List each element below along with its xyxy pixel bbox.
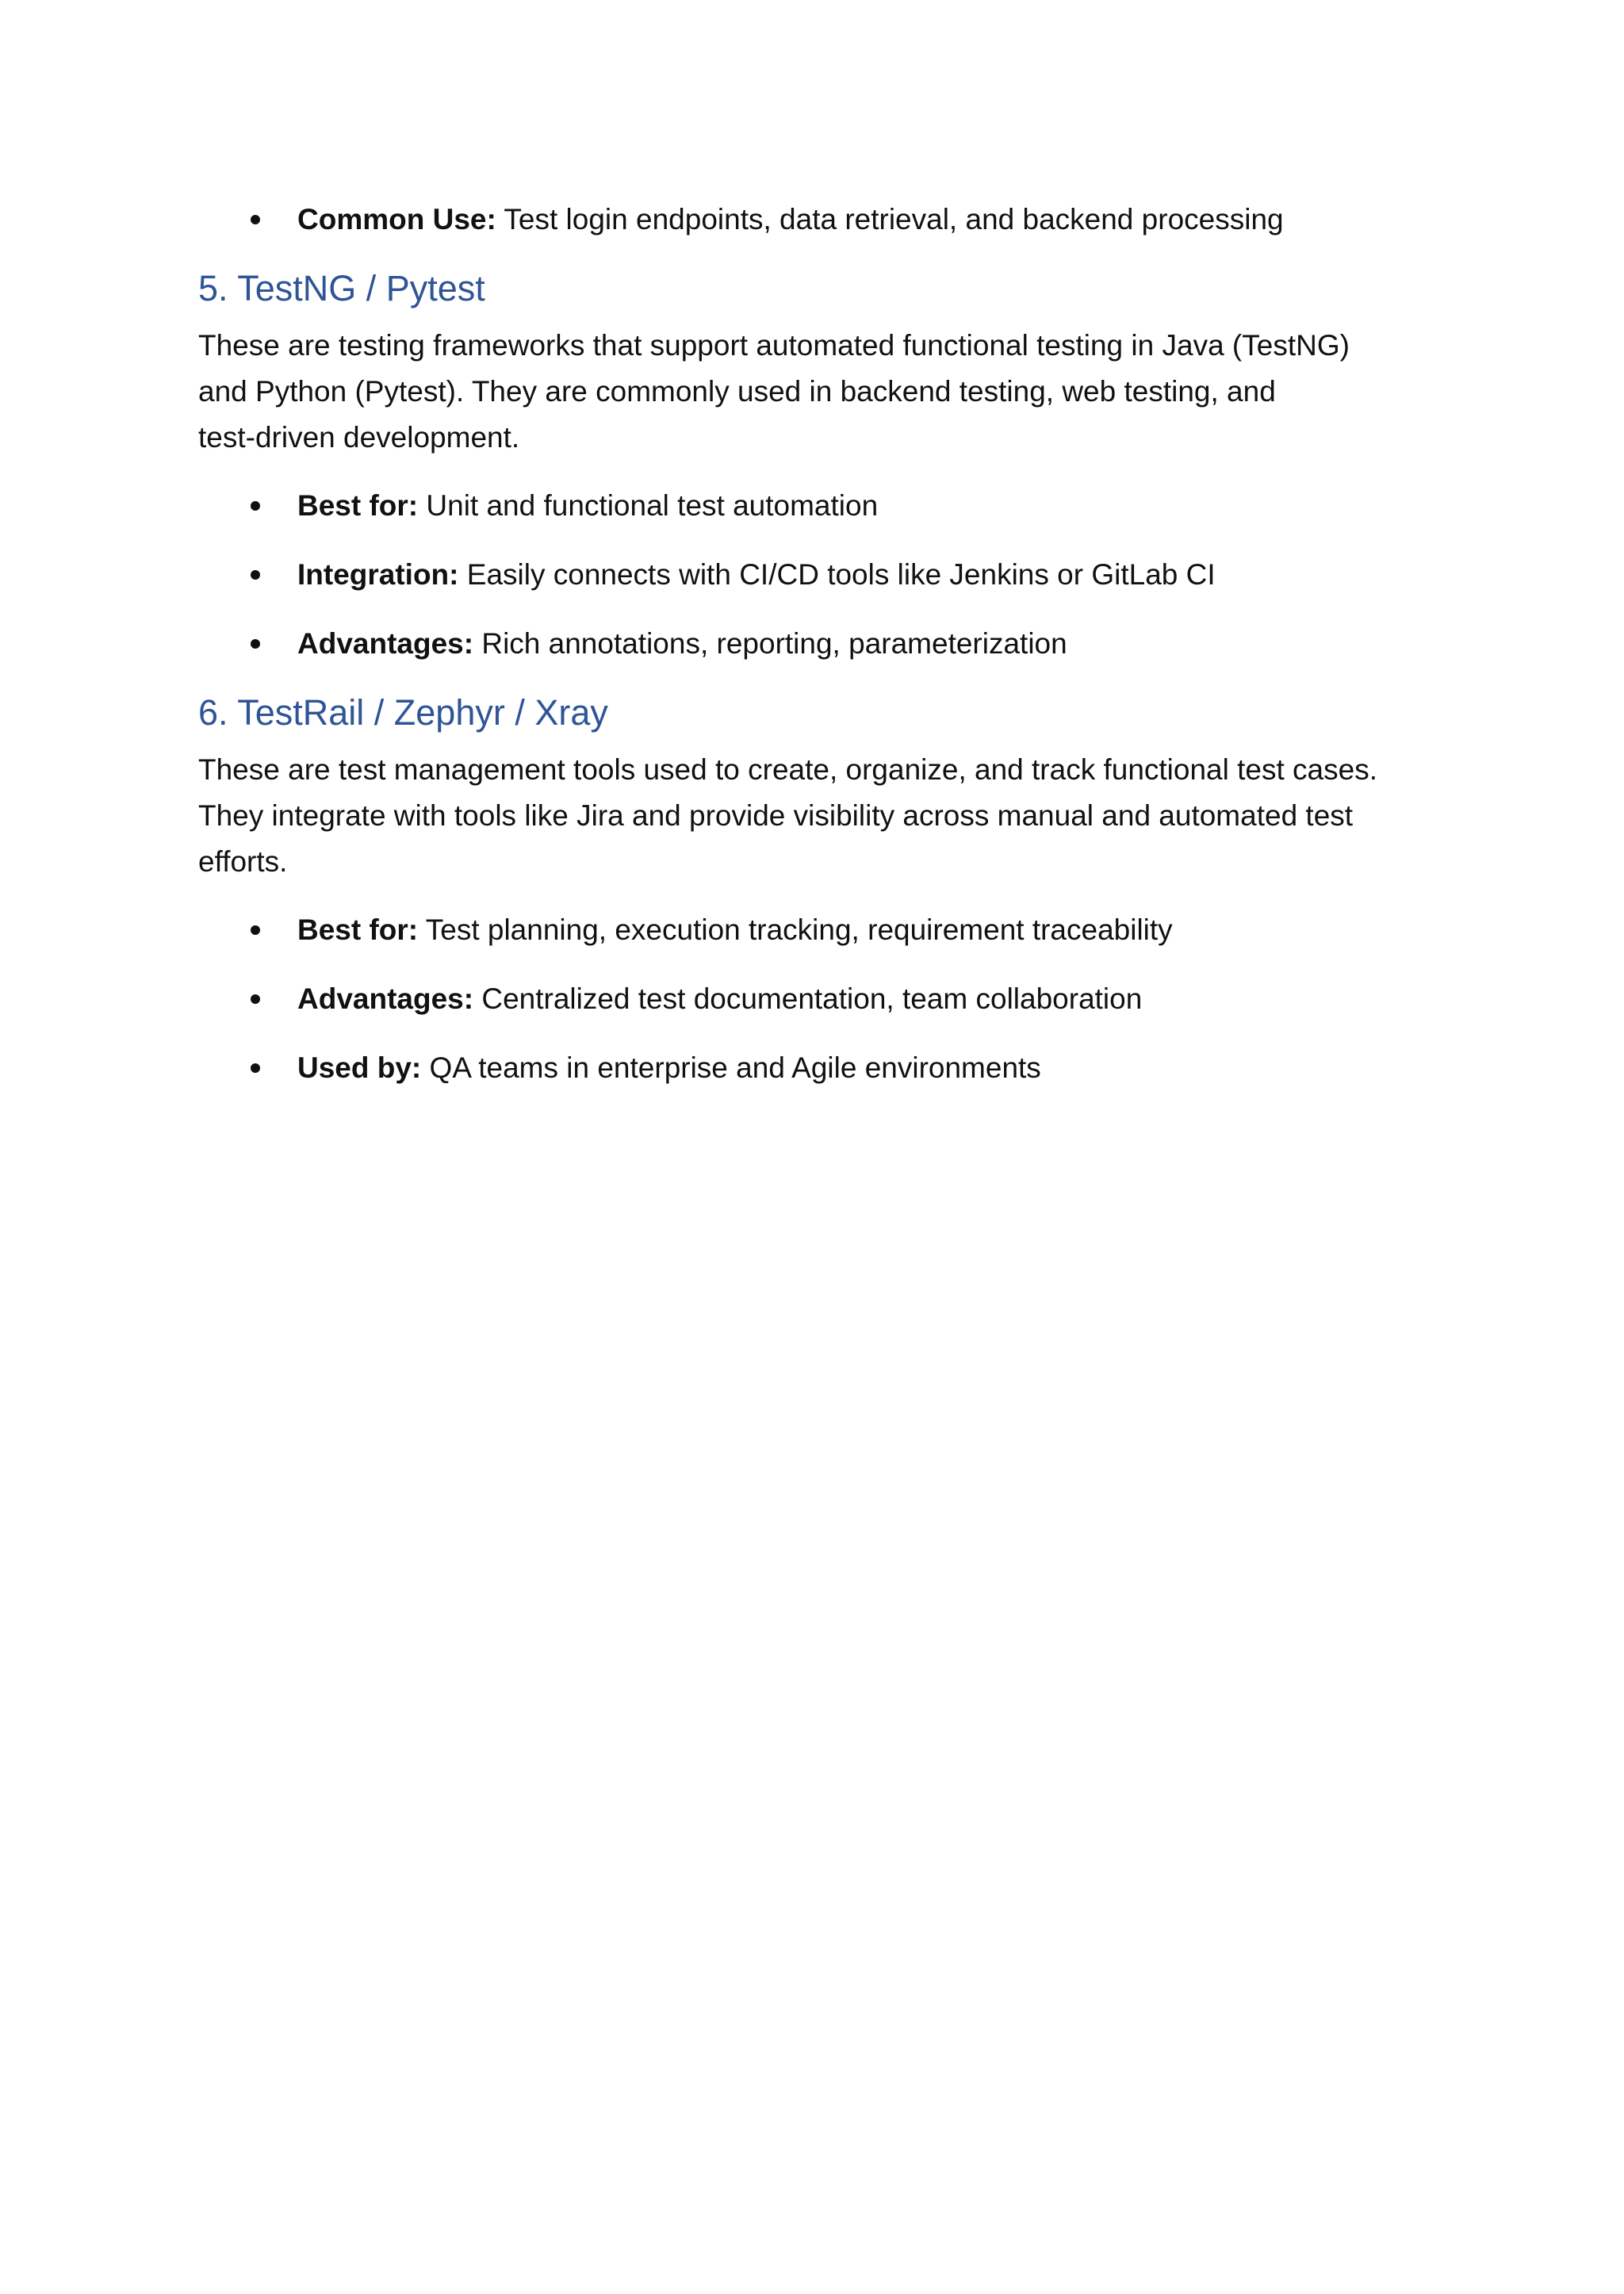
document-content	[198, 197, 1435, 1114]
bullet-icon	[251, 1063, 260, 1073]
bullet-icon	[251, 215, 260, 224]
section-paragraph	[198, 747, 1435, 885]
paragraph-line: They integrate with tools like Jira and provide visibility across manual and automated test	[198, 799, 1354, 832]
paragraph-line: and Python (Pytest). They are commonly used in backend testing, web testing, and	[198, 375, 1276, 408]
list-item	[198, 907, 1435, 953]
list-item	[198, 552, 1435, 598]
list-item	[198, 483, 1435, 529]
paragraph-line: These are testing frameworks that support automated functional testing in Java (TestNG)	[198, 329, 1350, 362]
paragraph-line: These are test management tools used to create, organize, and track functional test cases.	[198, 753, 1377, 786]
bullet-text: Rich annotations, reporting, parameterization	[473, 627, 1067, 660]
list-item	[198, 1045, 1435, 1091]
bullet-label: Used by:	[297, 1051, 422, 1084]
bullet-icon	[251, 570, 260, 580]
bullet-text: Test planning, execution tracking, requirement traceability	[418, 913, 1173, 946]
bullet-text: Unit and functional test automation	[418, 489, 879, 522]
paragraph-line: efforts.	[198, 845, 288, 878]
list-item	[198, 976, 1435, 1022]
paragraph-line: test-driven development.	[198, 421, 520, 454]
section-heading-testrail-zephyr-xray: 6. TestRail / Zephyr / Xray	[198, 692, 608, 733]
bullet-label: Best for:	[297, 489, 419, 522]
bullet-text: Centralized test documentation, team collaboration	[473, 982, 1143, 1015]
section-heading-testng-pytest: 5. TestNG / Pytest	[198, 268, 485, 308]
section-paragraph	[198, 323, 1435, 461]
list-item	[198, 621, 1435, 667]
bullet-text: Test login endpoints, data retrieval, and backend processing	[496, 203, 1284, 236]
bullet-text: QA teams in enterprise and Agile environments	[421, 1051, 1041, 1084]
bullet-label: Integration:	[297, 558, 459, 591]
bullet-label: Advantages:	[297, 982, 474, 1015]
bullet-icon	[251, 501, 260, 511]
common-use-list	[198, 197, 1435, 243]
bullet-label: Common Use:	[297, 203, 496, 236]
testng-pytest-list	[198, 483, 1435, 667]
bullet-icon	[251, 994, 260, 1004]
testrail-zephyr-xray-list	[198, 907, 1435, 1091]
bullet-icon	[251, 925, 260, 935]
bullet-icon	[251, 639, 260, 649]
list-item	[198, 197, 1435, 243]
bullet-text: Easily connects with CI/CD tools like Jenkins or GitLab CI	[458, 558, 1216, 591]
bullet-label: Best for:	[297, 913, 419, 946]
bullet-label: Advantages:	[297, 627, 474, 660]
